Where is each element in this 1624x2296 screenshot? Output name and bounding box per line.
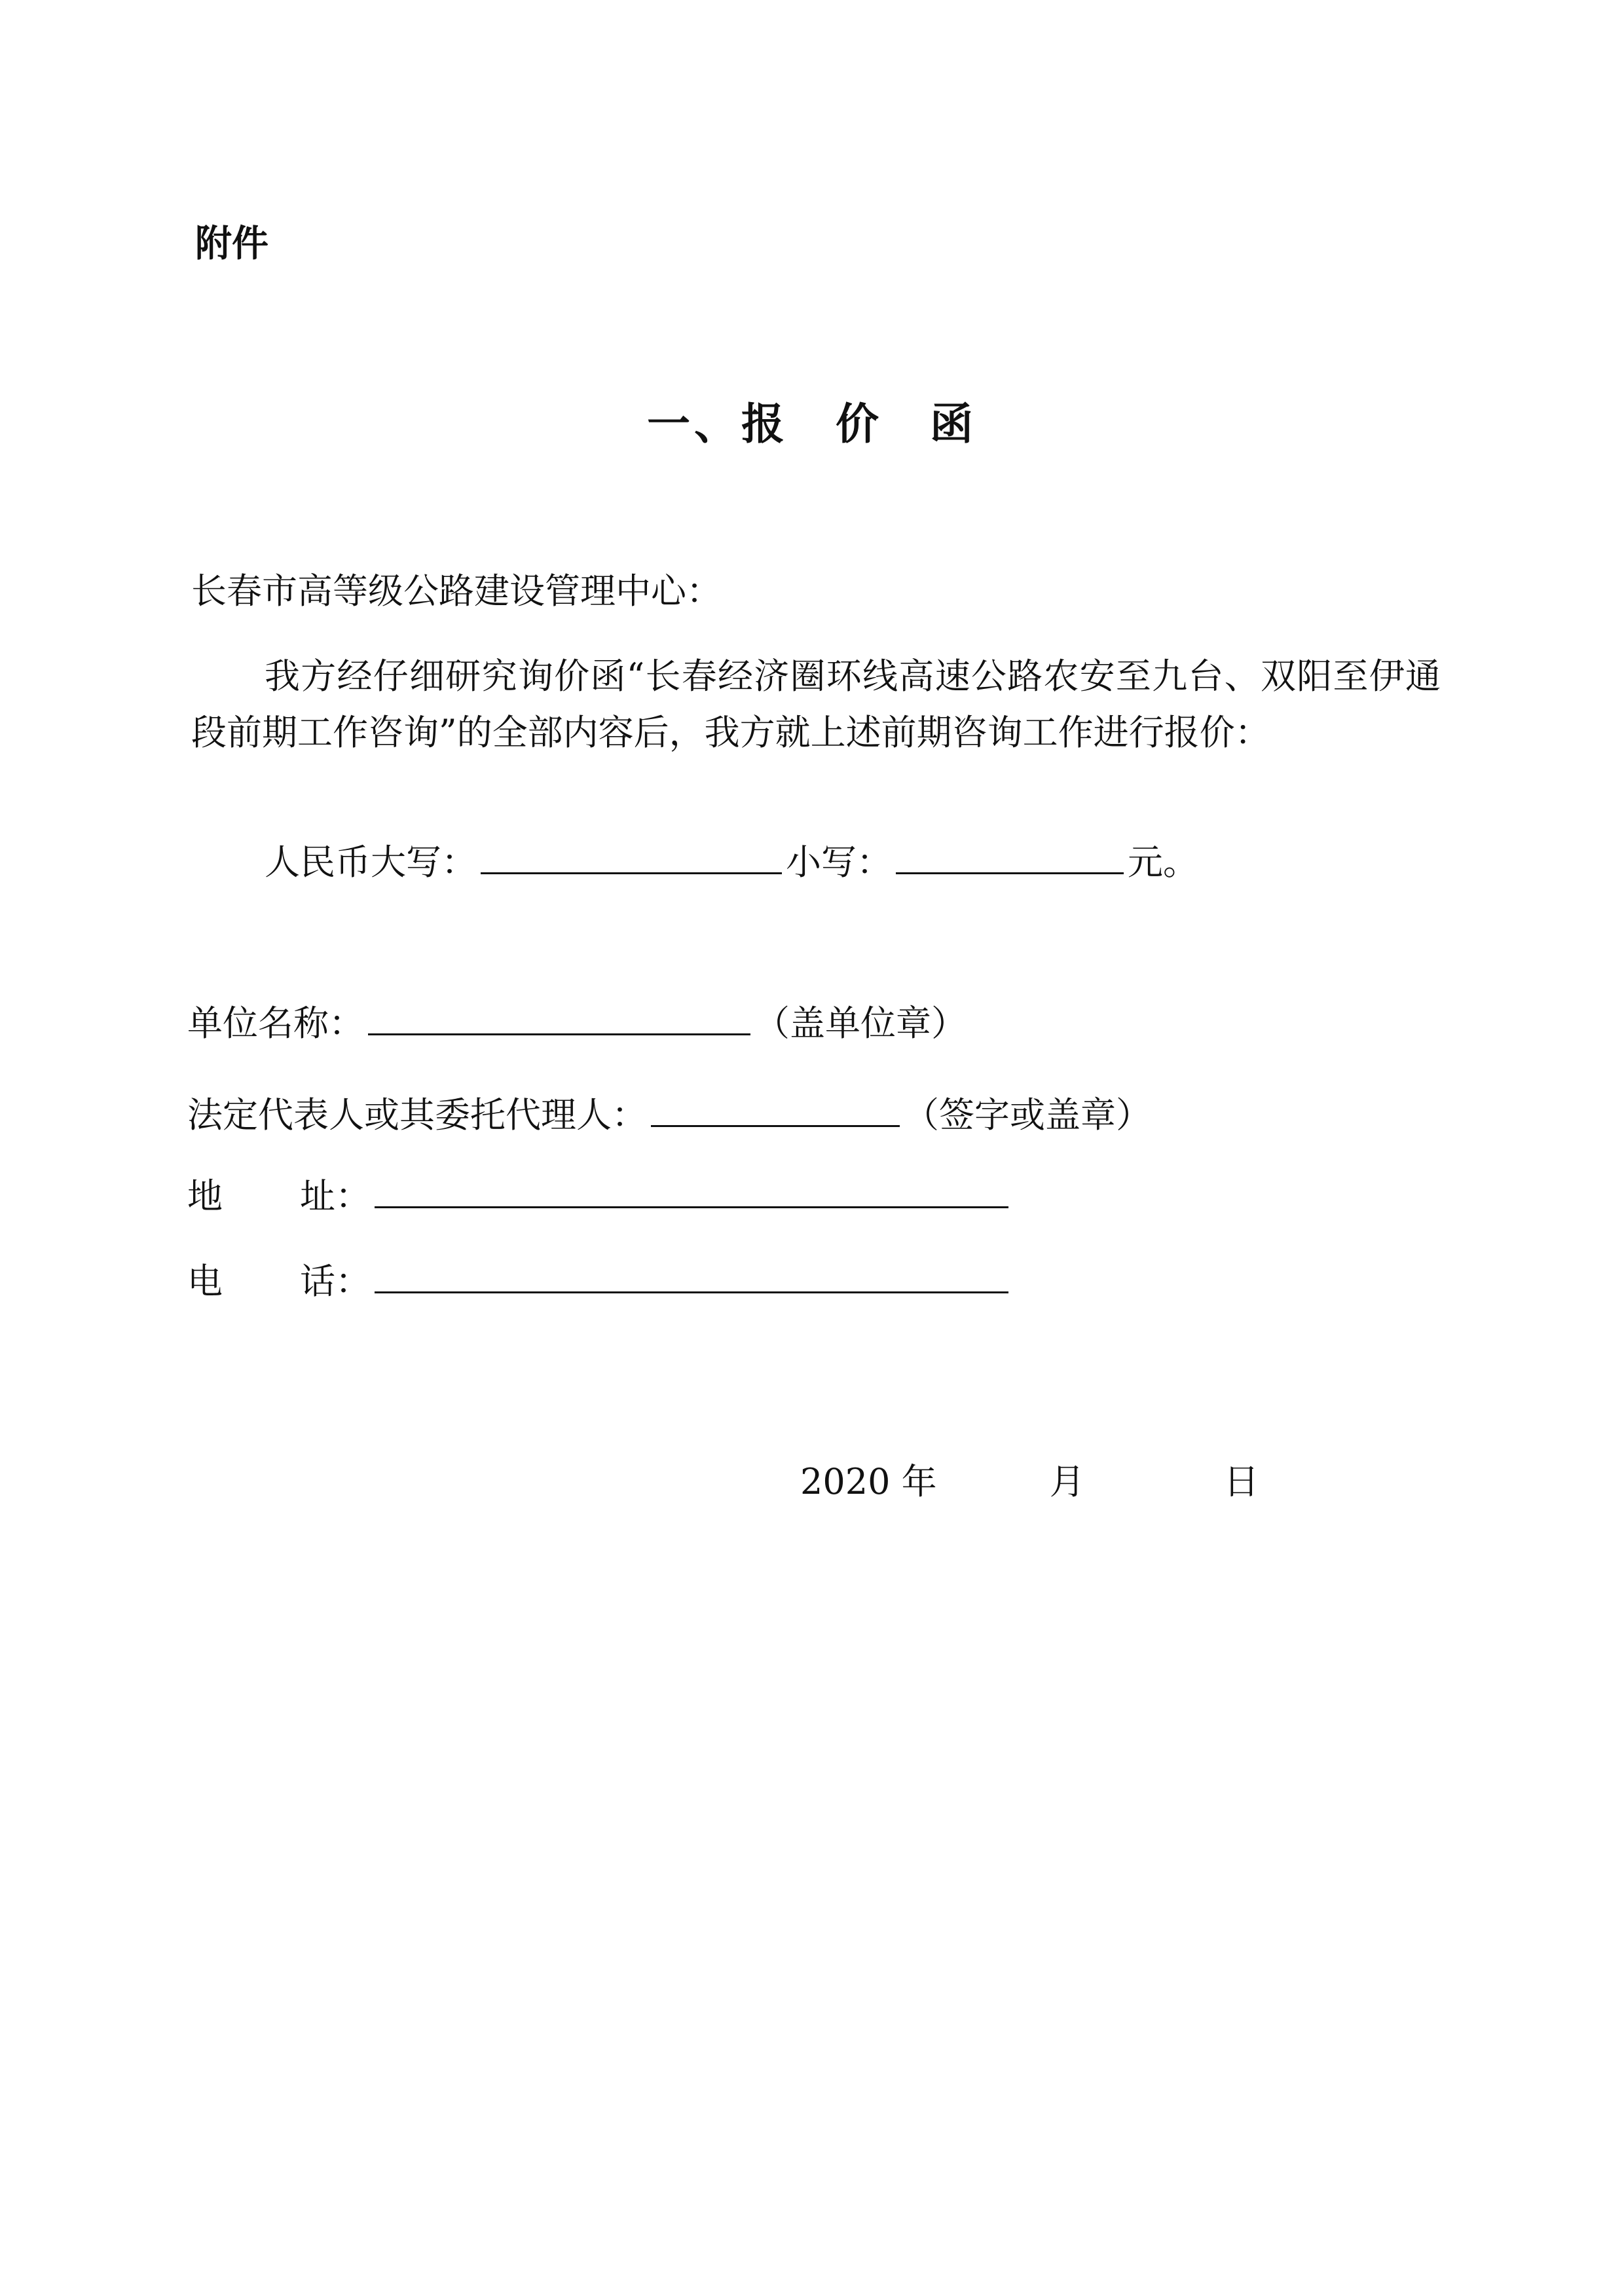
- page-title: 一、报 价 函: [647, 399, 977, 449]
- price-uppercase-label: 人民币大写：: [265, 842, 477, 883]
- phone-label-char-1: 电: [187, 1261, 223, 1302]
- unit-name-label: 单位名称：: [187, 1003, 364, 1044]
- price-line: [265, 837, 1198, 885]
- address-blank[interactable]: [375, 1171, 1008, 1208]
- price-lowercase-label: 小写：: [786, 842, 892, 883]
- unit-name-row: [187, 998, 967, 1046]
- representative-row: [187, 1090, 1151, 1138]
- price-unit-suffix: 元。: [1128, 842, 1198, 883]
- date-year: 2020 年: [800, 1461, 937, 1502]
- date-month: 月: [1049, 1461, 1085, 1502]
- phone-blank[interactable]: [375, 1256, 1008, 1293]
- phone-label-char-2: 话：: [300, 1261, 371, 1302]
- address-label-char-2: 址：: [300, 1176, 371, 1217]
- letter-paragraph: 我方经仔细研究询价函“长春经济圈环线高速公路农安至九台、双阳至伊通段前期工作咨询”的全部内容后，我方就上述前期咨询工作进行报价：: [191, 656, 1441, 753]
- phone-row: [187, 1256, 1012, 1305]
- representative-label: 法定代表人或其委托代理人：: [187, 1094, 647, 1136]
- attachment-label: 附件: [195, 223, 268, 265]
- representative-blank[interactable]: [651, 1090, 900, 1127]
- date-day: 日: [1223, 1461, 1259, 1502]
- address-label-char-1: 地: [187, 1176, 223, 1217]
- unit-name-note: （盖单位章）: [754, 1003, 967, 1044]
- addressee: 长春市高等级公路建设管理中心：: [191, 570, 722, 612]
- date-row: [800, 1459, 1259, 1505]
- representative-note: （签字或盖章）: [904, 1094, 1151, 1136]
- price-uppercase-blank[interactable]: [481, 837, 782, 874]
- price-lowercase-blank[interactable]: [896, 837, 1124, 874]
- unit-name-blank[interactable]: [368, 998, 750, 1035]
- address-row: [187, 1171, 1012, 1219]
